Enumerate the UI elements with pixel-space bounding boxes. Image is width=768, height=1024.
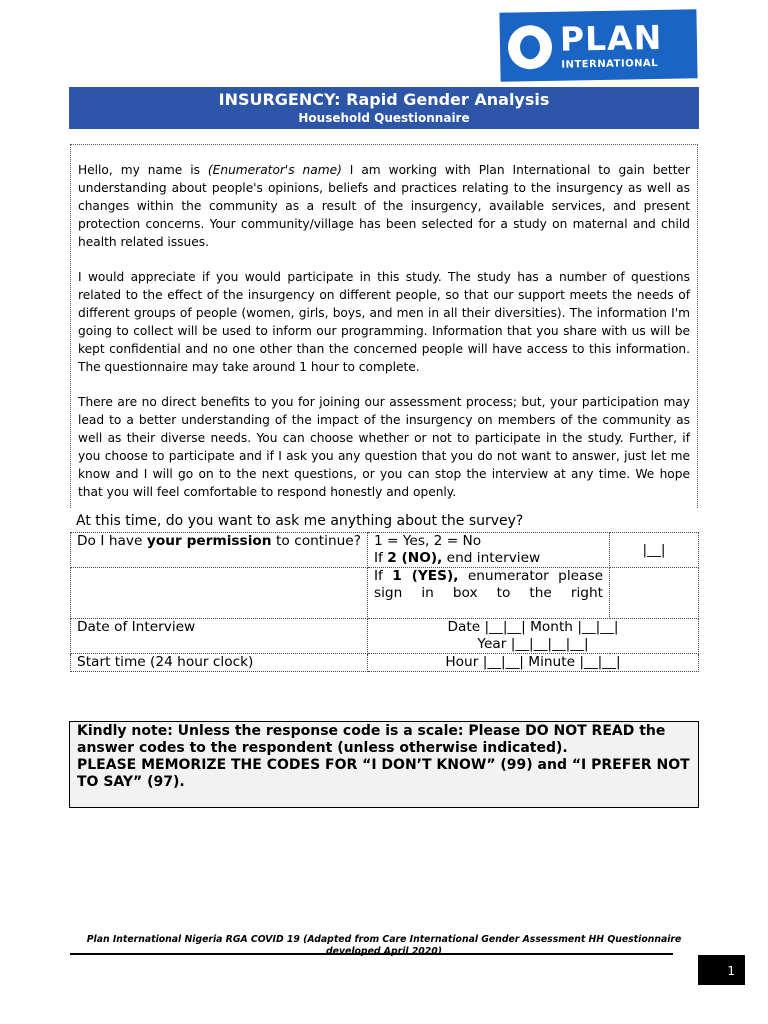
date-field[interactable]: Date |__|__| Month |__|__| Year |__|__|__|__| [368, 619, 699, 654]
document-subtitle: Household Questionnaire [298, 111, 470, 125]
response-codes: 1 = Yes, 2 = No If 2 (NO), end interview [368, 533, 610, 568]
footer-divider [70, 953, 673, 955]
signature-field[interactable] [610, 568, 699, 619]
time-label: Start time (24 hour clock) [71, 654, 368, 672]
survey-question: At this time, do you want to ask me anything about the survey? [76, 513, 524, 529]
enumerator-note [69, 721, 699, 808]
page-number: 1 [727, 964, 735, 978]
permission-question: Do I have your permission to continue? [71, 533, 368, 568]
document-title: INSURGENCY: Rapid Gender Analysis [218, 90, 550, 109]
page-number-badge [698, 955, 745, 985]
time-field[interactable]: Hour |__|__| Minute |__|__| [368, 654, 699, 672]
logo-subtitle: INTERNATIONAL [561, 57, 659, 71]
logo-wordmark: PLAN [559, 17, 663, 59]
answer-field[interactable]: |__| [610, 533, 699, 568]
footer-text: Plan International Nigeria RGA COVID 19 (Adapted from Care International Gender Assessment HH Questionnaire developed April 2020) [86, 934, 682, 957]
intro-paragraph-2: I would appreciate if you would participate in this study. The study has a number of questions related to the effect of the insurgency on different people, so that our support meets the needs of different groups of people (women, girls, boys, and men in all their diversities). The information I'm going to collect will be used to inform our programming. Information that you share with us will be kept confidential and no one other than the concerned people will have access to this information. The questionnaire may take around 1 hour to complete. [78, 270, 690, 374]
note-line-2: PLEASE MEMORIZE THE CODES FOR “I DON’T KNOW” (99) and “I PREFER NOT TO SAY” (97). [77, 757, 690, 790]
consent-form-table [70, 532, 699, 672]
yes-instruction: If 1 (YES), enumerator please sign in box to the right [368, 568, 610, 619]
table-row [71, 654, 699, 672]
consent-intro [70, 144, 698, 508]
note-line-1: Kindly note: Unless the response code is a scale: Please DO NOT READ the answer codes to the respondent (unless otherwise indicated). [77, 723, 666, 756]
empty-cell [71, 568, 368, 619]
date-label: Date of Interview [71, 619, 368, 654]
plan-logo-icon [508, 25, 553, 70]
intro-paragraph-1: Hello, my name is (Enumerator's name) I am working with Plan International to gain better understanding about people's opinions, beliefs and practices relating to the insurgency as well as changes within the community as a result of the insurgency, available services, and present protection concerns. Your community/village has been selected for a study on maternal and child health related issues. [78, 163, 690, 249]
intro-paragraph-3: There are no direct benefits to you for joining our assessment process; but, your participation may lead to a better understanding of the impact of the insurgency on members of the community as well as their diverse needs. You can choose whether or not to participate in the study. Further, if you choose to participate and if I ask you any question that you do not want to answer, just let me know and I will go on to the next questions, or you can stop the interview at any time. We hope that you will feel comfortable to respond honestly and openly. [78, 395, 690, 499]
table-row [71, 619, 699, 654]
table-row [71, 533, 699, 568]
plan-international-logo [499, 9, 697, 81]
title-banner [69, 87, 699, 129]
table-row [71, 568, 699, 619]
